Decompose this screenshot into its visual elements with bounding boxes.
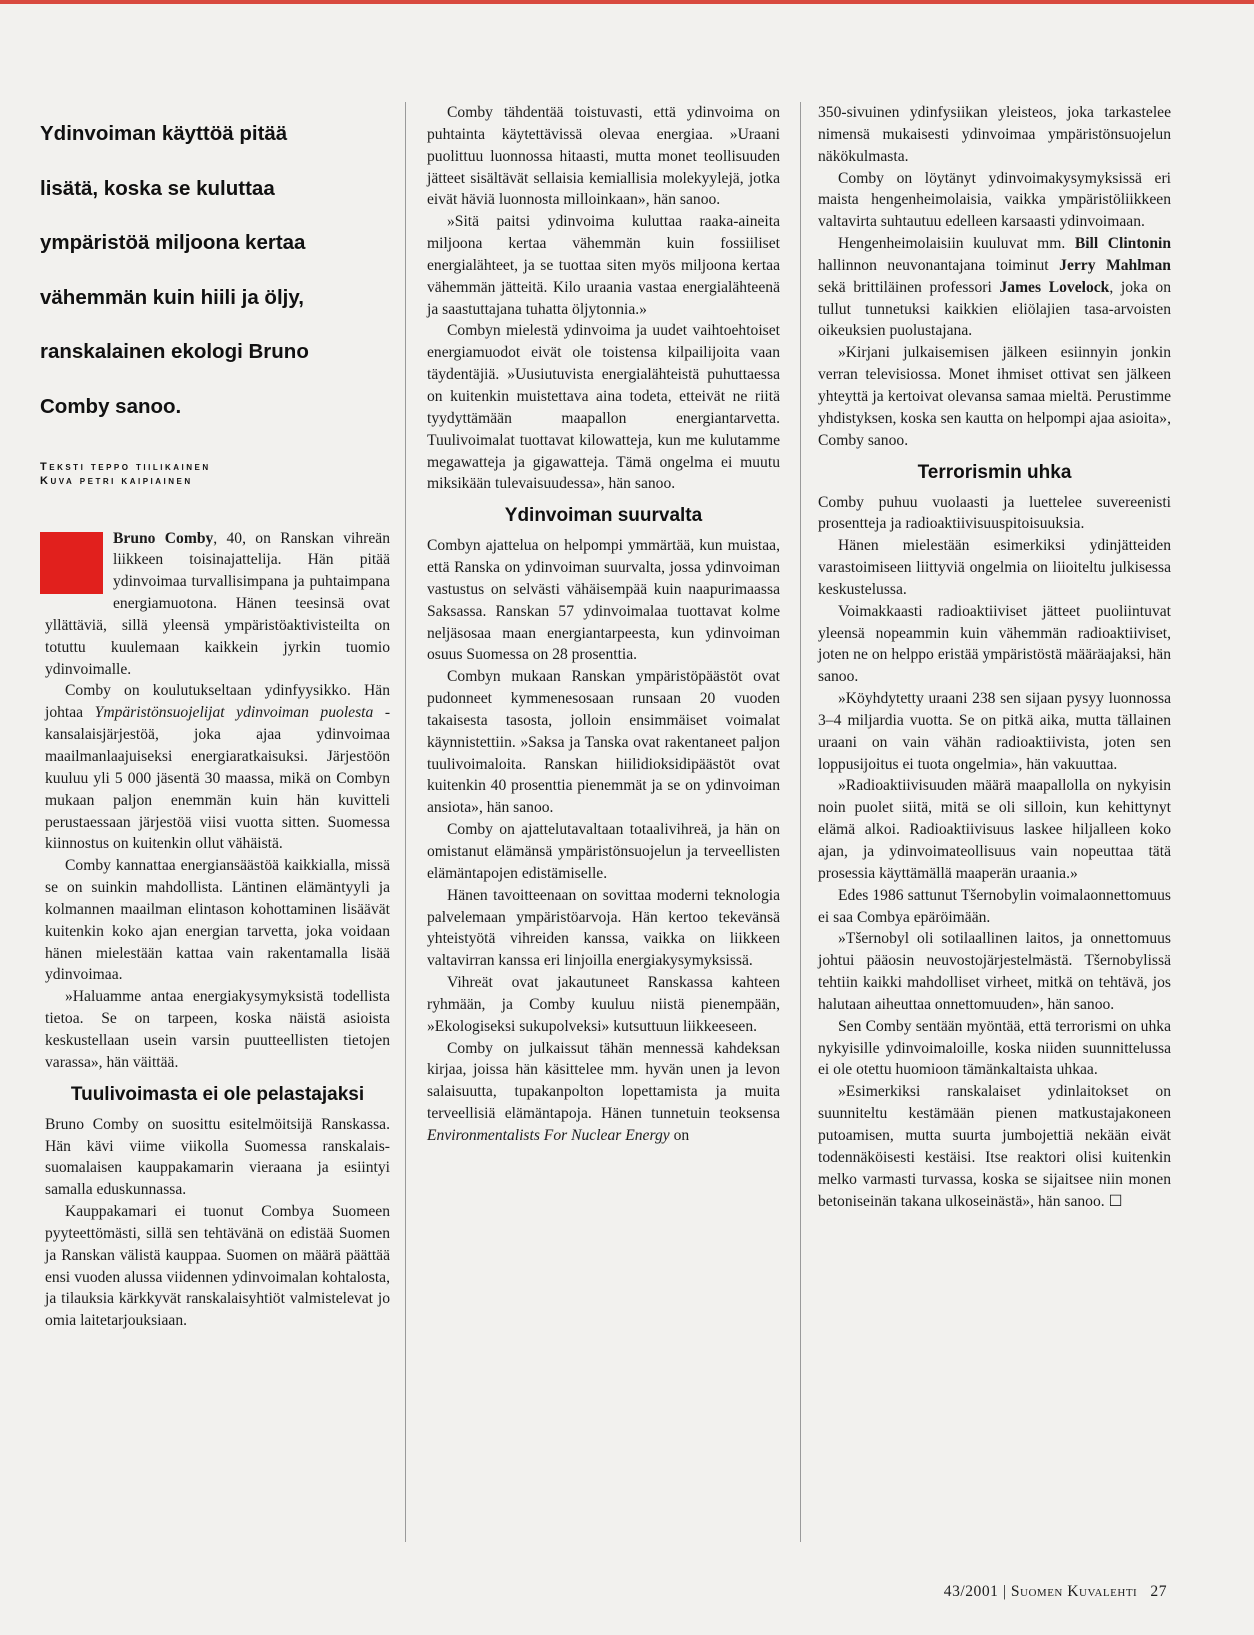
red-initial-box	[40, 532, 103, 594]
paragraph: Kauppakamari ei tuonut Combya Suomeen pyyteettömästi, sillä sen tehtävänä on edistää Suomen ja Ranskan välistä kauppaa. Suomen on määrä päättää ensi vuoden alussa viidennen ydinvoimalan kohtalosta, ja tilauksia kärkkyvät ranskalaisyhtiöt valmistelevat jo omia laitetarjouksiaan.	[45, 1203, 390, 1330]
page-number: 27	[1150, 1583, 1167, 1600]
person-name: James Lovelock	[999, 278, 1110, 296]
article-column-1	[40, 102, 391, 1332]
paragraph: 350-sivuinen ydinfysiikan yleisteos, joka tarkastelee nimensä mukaisesti ydinvoimaa ympäristönsuojelun näkökulmasta.	[818, 104, 1171, 165]
lead-line: vähemmän kuin hiili ja öljy,	[40, 285, 304, 309]
paragraph: »Sitä paitsi ydinvoima kuluttaa raaka-aineita miljoona kertaa vähemmän kuin fossiiliset energialähteet, ja se tuottaa siten myös miljoona kertaa vähemmän jätteitä. Kilo uraania vastaa energialähteenä ja saastuttajana tuhatta öljytonnia.»	[427, 213, 780, 318]
column-divider	[405, 102, 406, 1542]
lead-line: lisätä, koska se kuluttaa	[40, 176, 275, 200]
top-color-bar	[0, 0, 1254, 4]
paragraph: Hänen tavoitteenaan on sovittaa moderni teknologia palvelemaan ympäristöarvoja. Hän kertoo tekevänsä yhteistyötä vihreiden kanssa, vaikka on liikkeen valtavirran kanssa eri linjoilla energiakysymyksissä.	[427, 886, 780, 970]
person-name: Bruno Comby	[113, 529, 214, 547]
section-heading: Ydinvoiman suurvalta	[504, 505, 703, 527]
magazine-name: Suomen Kuvalehti	[1010, 1583, 1138, 1600]
paragraph: Bruno Comby on suosittu esitelmöitsijä Ranskassa. Hän kävi viime viikolla Suomessa ranskalais-suomalaisen kauppakamarin vieraana ja esiintyi samalla eduskunnassa.	[45, 1115, 390, 1199]
article-column-3	[818, 102, 1171, 1212]
lead-line: Ydinvoiman käyttöä pitää	[40, 122, 288, 145]
paragraph: Combyn ajattelua on helpompi ymmärtää, kun muistaa, että Ranska on ydinvoiman suurvalta, jossa ydinvoiman vastustus on selvästi vähäisempää kuin naapurimaassa Saksassa. Ranskan 57 ydinvoimalaa tuottavat kolme neljäsosaa maan energiantarpeesta, kun ydinvoiman osuus Suomessa on 28 prosenttia.	[427, 537, 780, 664]
paragraph: »Tšernobyl oli sotilaallinen laitos, ja onnettomuus johtui pääosin neuvostojärjestelmästä. Tšernobylissä tehtiin kaikki mahdolliset virheet, mitkä on tehtävä, jos halutaan aiheuttaa onnettomuuden», hän sanoo.	[818, 930, 1171, 1013]
column-divider	[800, 102, 801, 1542]
paragraph: »Köyhdytetty uraani 238 sen sijaan pysyy luonnossa 3–4 miljardia vuotta. Se on pitkä aika, mutta tällainen uraani on vain vähän radioaktiivista, joten sen loppusijoitus ei tuota ongelmia», hän vakuuttaa.	[818, 690, 1171, 773]
paragraph: Bruno Comby, 40, on Ranskan vihreän liikkeen toisinajattelija. Hän pitää ydinvoimaa turvallisimpana ja puhtaimpana energiamuotona. Hänen teesinsä ovat yllättäviä, sillä yleensä ympäristöaktivisteilta on totuttu kuulemaan kaikkein jyrkin tuomio ydinvoimalle.	[45, 529, 390, 678]
paragraph: Comby kannattaa energiansäästöä kaikkialla, missä se on suinkin mahdollista. Läntinen elämäntyyli ja kolmannen maailman elintason kohottaminen lisäävät kuitenkin koko ajan energian tarvetta, joka voidaan hänen mielestään kattaa vain rakentamalla lisää ydinvoimaa.	[45, 857, 390, 984]
paragraph: Comby tähdentää toistuvasti, että ydinvoima on puhtainta käytettävissä olevaa energiaa. »Uraani puolittuu luonnossa hitaasti, mutta monet teollisuuden jätteet sisältävät sellaisia kemiallisia molekyylejä, jotka eivät häviä luonnosta milloinkaan», hän sanoo.	[427, 104, 780, 209]
paragraph: Sen Comby sentään myöntää, että terrorismi on uhka nykyisille ydinvoimaloille, koska niiden suunnittelussa ei ole otettu huomioon tämänkaltaista uhkaa.	[818, 1017, 1171, 1079]
text-credit: Teksti teppo tiilikainen	[40, 460, 211, 473]
paragraph: Voimakkaasti radioaktiiviset jätteet puoliintuvat yleensä nopeammin kuin vähemmän radioaktiiviset, joten ne on helppo eristää ympäristöstä määräajaksi, hän sanoo.	[818, 602, 1171, 686]
article-intro	[45, 528, 390, 681]
issue-number: 43/2001	[943, 1583, 999, 1600]
book-title: Environmentalists For Nuclear Energy	[427, 1126, 670, 1144]
lead-line: Comby sanoo.	[40, 394, 182, 418]
paragraph: Hänen mielestään esimerkiksi ydinjätteiden varastoimiseen liittyviä ongelmia on liioiteltu julkisessa keskustelussa.	[818, 537, 1171, 598]
article-column-2	[427, 102, 780, 1147]
section-heading: Tuulivoimasta ei ole pelastajaksi	[70, 1083, 365, 1105]
paragraph: Combyn mukaan Ranskan ympäristöpäästöt ovat pudonneet kymmenesosaan runsaan 20 vuoden takaisesta tasosta, jolloin ensimmäiset voimalat käynnistettiin. »Saksa ja Tanska ovat rakentaneet paljon tuulivoimaloita. Ranskan hiilidioksidipäästöt ovat kuitenkin 40 prosenttia pienemmät ja se on ydinvoiman ansiota», hän sanoo.	[427, 668, 780, 817]
footer-separator: |	[1002, 1583, 1007, 1600]
paragraph: Hengenheimolaisiin kuuluvat mm. Bill Clintonin hallinnon neuvonantajana toiminut Jerry Mahlman sekä brittiläinen professori James Lovelock, joka on tullut tunnetuksi kaikkien eliölajien tasa-arvoisten oikeuksien puolustajana.	[818, 235, 1171, 340]
lead-line: ranskalainen ekologi Bruno	[40, 340, 309, 364]
paragraph: Comby on löytänyt ydinvoimakysymyksissä eri maista hengenheimolaisia, vaikka ympäristöliikkeen valtavirta suhtautuu edelleen karsaasti ydinvoimaan.	[818, 169, 1171, 231]
paragraph: »Haluamme antaa energiakysymyksistä todellista tietoa. Se on tarpeen, koska näistä asioista keskustellaan usein varsin puutteellisten tietojen varassa», hän väittää.	[45, 988, 390, 1071]
page-footer	[944, 1583, 1167, 1601]
paragraph: Edes 1986 sattunut Tšernobylin voimalaonnettomuus ei saa Combya epäröimään.	[818, 886, 1171, 926]
paragraph: »Esimerkiksi ranskalaiset ydinlaitokset on suunniteltu kestämään pienen matkustajakoneen putoamisen, mutta suurta jumbojettiä nekään eivät todennäköisesti kestäisi. Itse reaktori olisi kuitenkin melko varmasti turvassa, koska se sijaitsee niin monen betoniseinän takana ulkoseinästä», hän sanoo. ☐	[818, 1083, 1171, 1210]
paragraph: »Kirjani julkaisemisen jälkeen esiinnyin jonkin verran televisiossa. Monet ihmiset ottivat sen jälkeen yhteyttä ja kertoivat olevansa samaa mieltä. Perustimme yhdistyksen, koska sen kautta on helpompi ajaa asioita», Comby sanoo.	[818, 344, 1171, 449]
lead-quote	[40, 107, 380, 435]
paragraph: Comby on koulutukseltaan ydinfyysikko. Hän johtaa Ympäristönsuojelijat ydinvoiman puolesta -kansalaisjärjestöä, joka ajaa ydinvoimaa maailmanlaajuiseksi energiaratkaisuksi. Järjestöön kuuluu yli 5 000 jäsentä 30 maassa, mikä on Combyn mukaan paljon enemmän kuin hän kuvitteli perustaessaan järjestöä viisi vuotta sitten. Suomessa kiinnostus on kuitenkin ollut vähäistä.	[45, 682, 391, 853]
paragraph: Comby on julkaissut tähän mennessä kahdeksan kirjaa, joissa hän käsittelee mm. hyvän unen ja levon salaisuutta, tupakanpolton lopettamista ja muita terveellisiä elämäntapoja. Hänen tunnetuin teoksensa Environmentalists For Nuclear Energy on	[427, 1039, 780, 1144]
paragraph: Comby on ajattelutavaltaan totaalivihreä, ja hän on omistanut elämänsä ympäristönsuojelun ja terveellisten elämäntapojen edistämiselle.	[427, 821, 780, 882]
byline	[40, 460, 390, 488]
lead-line: ympäristöä miljoona kertaa	[40, 231, 306, 255]
end-mark-icon: ☐	[1108, 1192, 1123, 1210]
section-heading: Terrorismin uhka	[917, 461, 1072, 483]
paragraph: Combyn mielestä ydinvoima ja uudet vaihtoehtoiset energiamuodot eivät ole toistensa kilpailijoita vaan täydentäjiä. »Uusiutuvista energialähteistä puhuttaessa on kuitenkin muistettava aina todeta, etteivät ne riitä tyydyttämään maapallon energiantarvetta. Tuulivoimalat tuottavat kilowatteja, kun me kulutamme megawatteja ja gigawatteja. Tämä ongelma ei muutu miksikään tulevaisuudessa», hän sanoo.	[427, 322, 780, 493]
paragraph: »Radioaktiivisuuden määrä maapallolla on nykyisin noin puolet siitä, mitä se oli silloin, kun kehittynyt elämä alkoi. Radioaktiivisuus laskee hiljalleen koko ajan, ja ydinvoimateollisuus vain nopeuttaa tätä prosessia käyttämällä maaperän uraania.»	[818, 777, 1171, 882]
person-name: Jerry Mahlman	[1059, 256, 1171, 274]
paragraph: Vihreät ovat jakautuneet Ranskassa kahteen ryhmään, ja Comby kuuluu niistä pienempään, »Ekologiseksi sukupolveksi» kutsuttuun liikkeeseen.	[427, 974, 780, 1035]
photo-credit: Kuva petri kaipiainen	[40, 474, 193, 487]
organization-name: Ympäristönsuojelijat ydinvoiman puolesta	[94, 704, 374, 722]
paragraph: Comby puhuu vuolaasti ja luettelee suvereenisti prosentteja ja radioaktiivisuuspitoisuuksia.	[818, 493, 1171, 533]
person-name: Bill Clintonin	[1074, 235, 1171, 253]
